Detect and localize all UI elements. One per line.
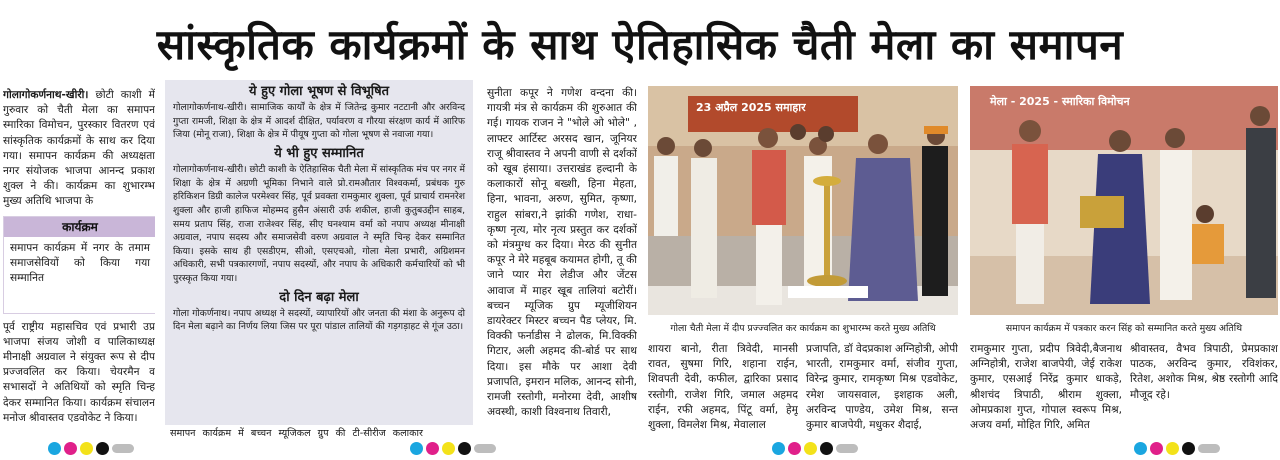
photo1-caption: गोला चैती मेला में दीप प्रज्ज्वलित कर कार्यक्रम का शुभारम्भ करते मुख्य अतिथि <box>670 323 936 334</box>
article-column-1 <box>3 88 155 448</box>
sidebar-honours <box>165 80 473 425</box>
highlight-box-body: समापन कार्यक्रम में नगर के तमाम समाजसेवियों को किया गया सम्मानित <box>10 241 150 284</box>
fair-extended-paragraph: गोला गोकर्णनाथ। नपाप अध्यक्ष ने सदस्यों, व्यापारियों और जनता की मंशा के अनुरूप दो दिन मेला बढ़ाने का निर्णय लिया जिस पर पूरा पांडाल तालियों की गड़गड़ाहट से गूंज उठा। <box>173 307 465 333</box>
magenta-mark-icon <box>788 442 801 455</box>
grey-mark-icon <box>836 444 858 453</box>
honour-ceremony-illustration <box>970 86 1278 315</box>
registration-marks-2 <box>410 442 496 455</box>
closing-paragraph: पूर्व राष्ट्रीय महासचिव एवं प्रभारी उप्र भाजपा संजय जोशी व पालिकाध्यक्ष मीनाक्षी अग्रवाल ने संयुक्त रूप से दीप प्रज्जवलित कर किया। चेयरमैन व सभासदों ने अतिथियों को स्मृति चिन्ह देकर सम्मानित किया। कार्यक्रम संचालन मनोज श्रीवास्तव एडवोकेट ने किया। <box>3 320 155 424</box>
yellow-mark-icon <box>804 442 817 455</box>
yellow-mark-icon <box>80 442 93 455</box>
yellow-mark-icon <box>1166 442 1179 455</box>
photo-journalist-honour <box>970 86 1278 315</box>
dateline: गोलागोकर्णनाथ-खीरी। <box>3 89 89 101</box>
cyan-mark-icon <box>48 442 61 455</box>
intro-paragraph: गोलागोकर्णनाथ-खीरी। छोटी काशी में गुरुवार को चैती मेला का समापन स्मारिका विमोचन, पुरस्कार वितरण एवं सांस्कृतिक कार्यक्रमों के साथ कर दिया गया। समापन कार्यक्रम की अध्यक्षता नगर संयोजक भाजपा आनन्द प्रकाश शुक्ल ने की। कार्यक्रम का शुभारम्भ मुख्य अतिथि भाजपा के <box>3 89 155 208</box>
attendees-column-2: प्रजापति, डॉ वेदप्रकाश अग्निहोत्री, ओपी भारती, रामकुमार वर्मा, संजीव गुप्ता, विरेन्द्र कुमार, रामकृष्ण मिश्र एडवोकेट, रमेश जायसवाल, इशहाक अली, अरविन्द पाण्डेय, उमेश मिश्र, सन्त कुमार बाजपेयी, मधुकर शैदाई, <box>806 343 958 432</box>
magenta-mark-icon <box>1150 442 1163 455</box>
subhead-fair-extended: दो दिन बढ़ा मेला <box>279 289 359 305</box>
registration-marks-4 <box>1134 442 1220 455</box>
grey-mark-icon <box>112 444 134 453</box>
magenta-mark-icon <box>64 442 77 455</box>
page-headline: सांस्कृतिक कार्यक्रमों के साथ ऐतिहासिक चैती मेला का समापन <box>156 19 1124 69</box>
sidebar-footer-text: समापन कार्यक्रम में बच्चन म्यूजिकल ग्रुप की टी-सीरीज कलाकार <box>170 428 423 439</box>
magenta-mark-icon <box>426 442 439 455</box>
article-column-3: सुनीता कपूर ने गणेश वन्दना की। गायत्री मंत्र से कार्यक्रम की शुरुआत की गई। गायक राजन ने "भोले ओ भोले" , लाफ्टर आर्टिस्ट अरसद खान, जूनियर राजू श्रीवास्तव ने अपनी वाणी से दर्शकों को खूब हंसाया। उत्तराखंड हल्दानी के कलाकारों सोनू बख्शी, हिना मेहता, हिना, भावना, अरुण, सुमित, कृष्णा, राहुल सांबरा,ने झांकी गणेश, राधा-कृष्ण नृत्य, मोर नृत्य प्रस्तुत कर दर्शकों को मंत्रमुग्ध कर दिया। मेरठ की सुनीत कपूर ने मेरे महबूब कयामत होगी, तू की जाने प्यार मेरा लेडीज और जेंटस आवाज में माहर खूब तालियां बटोरीं। बच्चन म्यूजिक ग्रुप म्यूजीशियन डायरेक्टर मिस्टर बच्चन पैड प्लेयर, मि. विक्की फर्नाडीस ने ढोलक, मि.विक्की गिटार, अली अहमद की-बोर्ड पर साथ दिया। इस मौके पर आशा देवी प्रजापति, इमरान मलिक, आनन्द सोनी, रामजी रस्तोगी, मनोरमा देवी, आशीष अवस्थी, काशी विश्वनाथ तिवारी, <box>487 87 637 419</box>
black-mark-icon <box>458 442 471 455</box>
photo1-banner-text: 23 अप्रैल 2025 समाहार <box>696 101 806 114</box>
black-mark-icon <box>1182 442 1195 455</box>
registration-marks-3 <box>772 442 858 455</box>
yellow-mark-icon <box>442 442 455 455</box>
honoured-paragraph: गोलागोकर्णनाथ-खीरी। छोटी काशी के ऐतिहासिक चैती मेला में सांस्कृतिक मंच पर नगर में शिक्षा के क्षेत्र में अग्रणी भूमिका निभाने वाले प्रो.रामऔतार विश्वकर्मा, प्रबंधक गुरु हरिकिशन डिग्री कालेज परमेश्वर सिंह, पूर्व प्रवक्ता रामकुमार शुक्ला, पूर्व प्राचार्य रामनरेश शुक्ला और हाजी हाफिज मोहम्मद हुसैन अंसारी उर्फ शकील, हाजी कुतुबउद्दीन साहब, समय प्रताप सिंह, राजा राजेश्वर सिंह, सीए घनश्याम वर्मा को नपाप अध्यक्ष मीनाक्षी अग्रवाल, नपाप सदस्य और समाजसेवी वरुण अग्रवाल ने स्मृति चिन्ह देकर सम्मानित किया। इसके साथ ही एसडीएम, सीओ, एसएचओ, गोला मेला प्रभारी, अग्रिशमन अधिकारी, सभी पत्रकारगणों, नपाप सदस्यों, और नपाप के अधिकारी कर्मचारियों को भी पुरस्कृत किया गया। <box>173 164 465 284</box>
cyan-mark-icon <box>772 442 785 455</box>
black-mark-icon <box>96 442 109 455</box>
grey-mark-icon <box>1198 444 1220 453</box>
subhead-gola-bhushan: ये हुए गोला भूषण से विभूषित <box>249 84 389 99</box>
attendees-column-3: रामकुमार गुप्ता, प्रदीप त्रिवेदी,बैजनाथ अग्निहोत्री, राजेश बाजपेयी, जेई राकेश कुमार, एसआई निरेंद्र कुमार धाकड़े, श्रीशचंद त्रिपाठी, श्रीराम शुक्ला, ओमप्रकाश गुप्त, गोपाल स्वरूप मिश्र, अजय वर्मा, मोहित गिरि, अमित <box>970 343 1122 432</box>
photo-lamp-lighting <box>648 86 958 315</box>
highlight-box-title: कार्यक्रम <box>4 217 155 237</box>
cyan-mark-icon <box>1134 442 1147 455</box>
black-mark-icon <box>820 442 833 455</box>
photo2-caption: समापन कार्यक्रम में पत्रकार करन सिंह को सम्मानित करते मुख्य अतिथि <box>1005 323 1243 334</box>
highlight-box <box>3 216 155 314</box>
attendees-column-1: शायरा बानो, रीता त्रिवेदी, मानसी रावत, सुषमा गिरि, शहाना राईन, शिवपती देवी, कफील, द्वारिका प्रसाद रस्तोगी, राजेश गिरि, जमाल अहमद राईन, रफी अहमद, पिंटू वर्मा, हेमू शुक्ला, विमलेश मिश्र, मेवालाल <box>648 343 798 432</box>
cyan-mark-icon <box>410 442 423 455</box>
attendees-column-4: श्रीवास्तव, वैभव त्रिपाठी, प्रेमप्रकाश पाठक, अरविन्द कुमार, रविशंकर, रितेश, अशोक मिश्र, श्रेष्ठ रस्तोगी आदि मौजूद रहे। <box>1130 343 1278 401</box>
honours-paragraph: गोलागोकर्णनाथ-खीरी। सामाजिक कार्यों के क्षेत्र में जितेन्द्र कुमार नटटानी और अरविन्द गुप्ता रामजी, शिक्षा के क्षेत्र में आदर्श दीक्षित, पर्यावरण व गौरया संरक्षण कार्य में आरिफ जिया (मोनू राजा), शिक्षा के क्षेत्र में पीयूष गुप्ता को गोला भूषण से नवाजा गया। <box>173 102 465 141</box>
subhead-honoured: ये भी हुए सम्मानित <box>274 145 364 161</box>
registration-marks-1 <box>48 442 134 455</box>
grey-mark-icon <box>474 444 496 453</box>
lamp-lighting-illustration <box>648 86 958 315</box>
photo2-banner-text: मेला - 2025 - स्मारिका विमोचन <box>990 95 1130 108</box>
